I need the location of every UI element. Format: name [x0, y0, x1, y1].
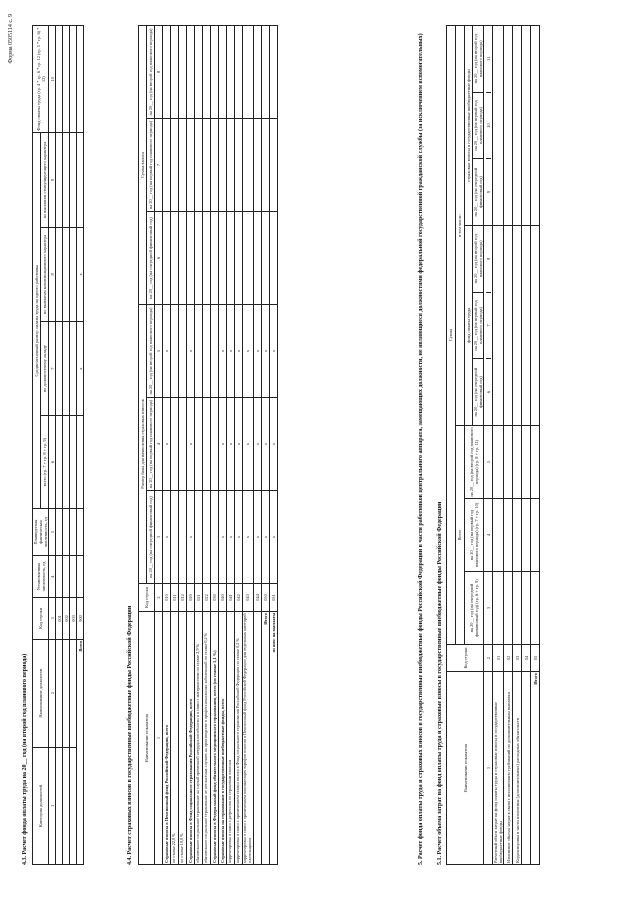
col-number: 4 — [49, 555, 56, 597]
row-name: обязательное социальное страхование на случай временной нетрудоспособности и в связи с материнством по ставке 2,9 % — [195, 612, 203, 865]
payroll-fund-group — [465, 226, 484, 426]
row-name: по ставке 10,0 % — [179, 612, 187, 865]
row-code: 001 — [56, 598, 63, 639]
row-code: 043 — [243, 584, 254, 612]
col-header: Планируемая фактическая численность, ед — [33, 509, 49, 556]
table-row — [195, 26, 203, 865]
col-header: на 20__ год (на первый год планового периода) — [147, 119, 155, 212]
table-row: 044 x x x — [253, 26, 261, 865]
table-row: Страховые взносы в Фонд социального страхования Российской Федерации, всего 020 x x x — [187, 26, 195, 865]
col-number: 8 — [485, 257, 491, 260]
row-name: по ставке 22,0 % — [171, 612, 179, 865]
col-header: Код строки — [447, 645, 484, 672]
col-header: Установленная численность, ед — [33, 555, 49, 597]
table-row — [513, 26, 522, 865]
section-4-4-title: 4.4. Расчет страховых взносов в государственные внебюджетные фонды Российской Федерации — [127, 605, 133, 865]
col-header: на 20__ год (на второй год планового периода) — [147, 305, 155, 398]
col-number: 1 — [484, 672, 493, 865]
col-number: 1 — [49, 747, 56, 864]
col-header: на 20__ год (на очередной финансовый год) — [147, 212, 155, 305]
row-name: Страховые взносы на страхование в государственные внебюджетные фонды, всего — [219, 612, 227, 865]
col-header: на 20__ год (на очередной финансовый год) — [473, 158, 483, 225]
table-row: Страховые взносы в Пенсионный фонд Российской Федерации, всего 010 x x x — [163, 26, 171, 865]
col-header: фонд оплаты труда — [465, 226, 473, 425]
row-code: 040 — [219, 584, 227, 612]
table-row: из них: на выплаты 051 x x x — [269, 26, 277, 865]
row-code: 03 — [513, 645, 522, 672]
table-row — [179, 26, 187, 865]
col-header: Код строки — [33, 598, 49, 639]
row-name — [253, 612, 261, 865]
col-header: на 20__ год (на первый год планового периода) — [147, 398, 155, 491]
table-row — [504, 26, 513, 865]
table-row — [203, 26, 211, 865]
row-name: Корректировка в части изменения (дополнительных) расходных обязательств — [513, 672, 522, 865]
col-header: на 20__ год (на второй год планового периода) — [147, 26, 155, 119]
col-header: на 20__ год (на второй год планового периода) — [473, 34, 484, 84]
col-header: Всего — [456, 426, 465, 645]
col-header: на 20__ год (на очередной финансовый год) — [147, 491, 155, 584]
table-row: Страховые взносы на страхование в государственные внебюджетные фонды, всего 040 x x x — [219, 26, 227, 865]
total-row: Итого 050 x x x — [261, 26, 269, 865]
table-row — [211, 26, 219, 865]
row-name: Страховые взносы в Федеральный фонд обязательного медицинского страхования, всего (по ставке 5,1 %) — [211, 612, 219, 865]
row-name: Страховые взносы в Фонд социального страхования Российской Федерации, всего — [187, 612, 195, 865]
row-code: 042 — [235, 584, 243, 612]
row-code: 012 — [179, 584, 187, 612]
col-number: 10 — [49, 26, 56, 133]
col-header: Размер базы для начисления страховых взносов — [139, 305, 147, 584]
col-number: 2 — [49, 639, 56, 747]
col-number: 9 — [49, 133, 56, 227]
table-section-5 — [446, 25, 540, 865]
row-code: 041 — [227, 584, 235, 612]
col-number: 7 — [49, 322, 56, 416]
col-header: Сумма — [447, 26, 456, 645]
total-row — [531, 26, 540, 865]
col-header: на 20__ год (на очередной финансовый год) — [473, 358, 483, 425]
x-cell: x — [77, 227, 84, 321]
col-header: по выплатам компенсационного характера — [41, 227, 49, 321]
row-code: 050 — [261, 584, 269, 612]
row-name: корректировка в связи с применением понижающих тарифов взносов в Пенсионный фонд Российской Федерации для отдельных категорий плательщиков — [242, 613, 252, 863]
table-row — [493, 26, 504, 865]
section-5-title: 5. Расчет фонда оплаты труда и страховых взносов в государственные внебюджетные фонды Российской Федерации в части работников центрального аппарата, замещающих должности, не являющиеся должностями федеральной государственной гражданской службы (за исключением вспомогательных) — [418, 33, 424, 865]
col-number: 6 — [49, 416, 56, 509]
section-4-3-title: 4.3. Расчет фонда оплаты труда на 20__ год (на второй год планового периода) — [22, 653, 28, 865]
section-5-1-title: 5.1. Расчет объема затрат на фонд оплаты труда и страховые взносы в государственные внебюджетные фонды Российской Федерации — [437, 501, 443, 865]
col-number: 3 — [484, 572, 493, 645]
col-number: 2 — [155, 584, 163, 612]
table-row — [171, 26, 179, 865]
table-payroll-fund — [32, 25, 84, 865]
col-number: 7 — [155, 119, 163, 212]
table-row — [56, 26, 63, 865]
col-header: на 20__ год (на первый год планового периода) — [473, 92, 483, 159]
row-code: 01 — [493, 645, 504, 672]
col-number: 4 — [484, 499, 493, 572]
col-header: Наименование должности — [33, 639, 49, 747]
row-name: Итого — [261, 612, 269, 865]
total-label: Всего — [77, 639, 84, 864]
col-header: Сумма взноса — [139, 26, 147, 305]
row-code: 020 — [187, 584, 195, 612]
col-number: 6 — [486, 358, 491, 425]
row-code: 051 — [269, 584, 277, 612]
row-code: 030 — [211, 584, 219, 612]
row-name: из них: на выплаты — [269, 612, 277, 865]
row-name: обязательное социальное страхование от несчастных случаев на производстве и профессиональных заболеваний по ставке 0,2 % — [203, 612, 211, 865]
row-code: 022 — [203, 584, 211, 612]
col-number: 3 — [49, 598, 56, 639]
insurance-group — [465, 26, 484, 226]
col-header: на 20__ год (на первый год планового периода) — [473, 292, 483, 359]
col-number: 1 — [155, 612, 163, 865]
col-header: на 20__ год (на второй год планового периода) (гр. 8 + гр. 11) — [465, 426, 484, 499]
col-number: 9 — [486, 158, 491, 225]
row-code: 011 — [171, 584, 179, 612]
total-row — [77, 26, 84, 865]
table-row — [63, 26, 70, 865]
table-row — [70, 26, 77, 865]
col-numbers-insurance — [484, 26, 493, 226]
col-number: 5 — [484, 426, 493, 499]
table-row: корректировка в связи с применением понижающих тарифов взносов в Пенсионный фонд Российской Федерации для отдельных категорий плательщиков 043 x x x — [243, 26, 254, 865]
col-header: по выплатам стимулирующего характера — [41, 133, 49, 227]
col-number: 5 — [49, 509, 56, 556]
row-code: 003 — [70, 598, 77, 639]
col-number: 2 — [484, 645, 493, 672]
row-name: Страховые взносы в Пенсионный фонд Российской Федерации, всего — [163, 612, 171, 865]
col-number: 11 — [485, 56, 491, 61]
table-insurance-contributions — [138, 25, 278, 865]
col-number: 8 — [49, 227, 56, 321]
col-number: 6 — [155, 212, 163, 305]
row-code: 021 — [195, 584, 203, 612]
form-code: Форма 0505114 с. 9 — [8, 14, 14, 64]
col-header: Категория должностей — [33, 747, 49, 864]
col-numbers-fund — [484, 226, 493, 426]
col-header: Код строки — [139, 584, 155, 612]
col-number: 4 — [155, 398, 163, 491]
row-code: 002 — [63, 598, 70, 639]
col-header: страховые взносы в государственные внебюджетные фонды — [465, 26, 473, 225]
col-number: 5 — [155, 305, 163, 398]
row-code: 010 — [163, 584, 171, 612]
table-row — [522, 26, 531, 865]
table-row: корректировка в связи с применением ставки взноса в Фонд социального страхования Российской Федерации по ставке 0,2 % 042 x x x — [235, 26, 243, 865]
col-number: 7 — [486, 292, 491, 359]
col-header: в том числе: — [456, 26, 465, 426]
row-name: Расчетный объем затрат на фонд оплаты труда и страховые взносы в государственные внебюджетные фонды — [493, 672, 504, 865]
table-row: корректировка в связи с регрессом по страховым взносам 041 x x x — [227, 26, 235, 865]
row-code: 04 — [522, 645, 531, 672]
row-name: Изменение объема затрат в связи с исполнением требований по дополнительным выплатам — [504, 672, 513, 865]
row-code: 900 — [77, 598, 84, 639]
col-number: 8 — [155, 26, 163, 119]
col-header: на 20__ год (на второй год планового периода) — [473, 234, 484, 284]
col-header: Наименование показателя — [139, 612, 155, 865]
col-header: всего (гр. 7 + гр. 8 + гр. 9) — [41, 416, 49, 509]
row-name: корректировка в связи с применением ставки взноса в Фонд социального страхования Российской Федерации по ставке 0,2 % — [235, 612, 243, 865]
col-number: 10 — [486, 92, 491, 159]
row-name: Итого — [531, 672, 540, 865]
row-code: 044 — [253, 584, 261, 612]
col-header: по должностному окладу — [41, 322, 49, 416]
col-number: 3 — [155, 491, 163, 584]
row-name: корректировка в связи с регрессом по страховым взносам — [227, 612, 235, 865]
col-header: Фонд оплаты труда (гр. 4 * гр. 6 * гр. 12 (гр. 5 * гр. 6) * 12) — [33, 26, 49, 133]
row-name — [522, 672, 531, 865]
x-cell: x — [77, 322, 84, 416]
col-header: Среднемесячный размер оплаты труда на одного работника — [33, 133, 41, 509]
col-header: Наименование показателя — [447, 672, 484, 865]
row-code: 02 — [504, 645, 513, 672]
row-code: 05 — [531, 645, 540, 672]
col-header: на 20__ год (на очередной финансовый год) (гр. 6 + гр. 9) — [465, 572, 484, 645]
col-header: на 20__ год (на первый год планового периода) (гр. 7 + гр. 10) — [465, 499, 484, 572]
